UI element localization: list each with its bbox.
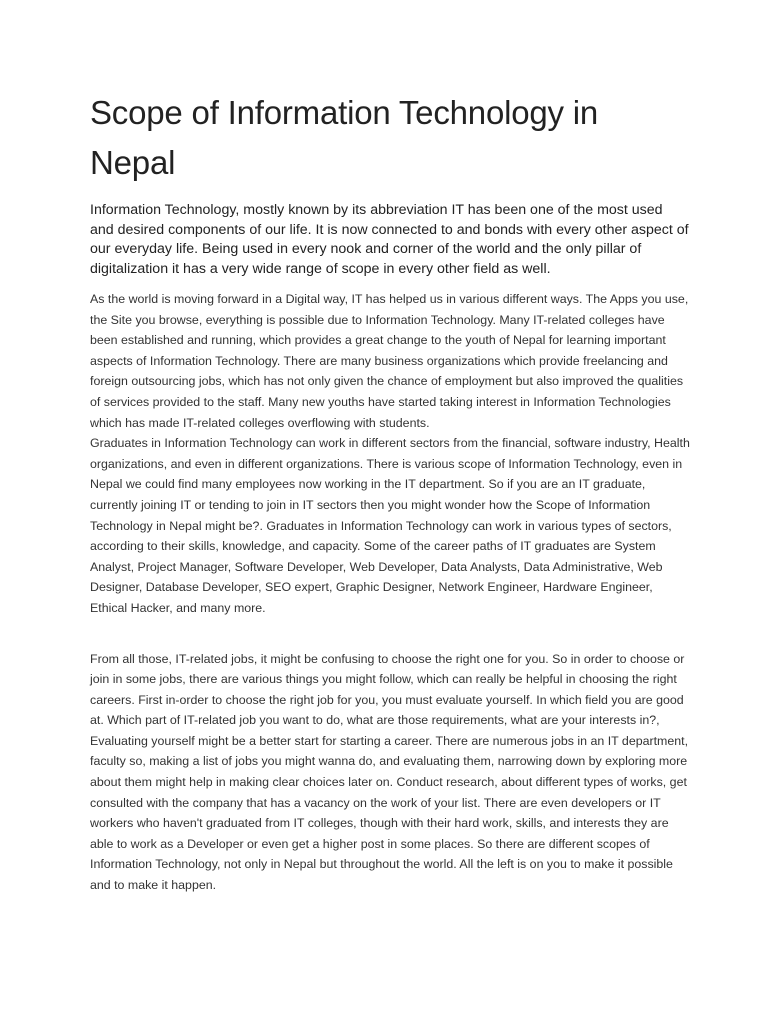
document-page [90,0,690,896]
body-paragraph-3: From all those, IT-related jobs, it might be confusing to choose the right one for you. So in order to choose or join in some jobs, there are various things you might follow, which can really be helpful in choosing the right careers. First in-order to choose the right job for you, you must evaluate yourself. In which field you are good at. Which part of IT-related job you want to do, what are those requirements, what are your interests in?, Evaluating yourself might be a better start for starting a career. There are numerous jobs in an IT department, faculty so, making a list of jobs you might wanna do, and evaluating them, narrowing down by exploring more about them might help in making clear choices later on. Conduct research, about different types of works, get consulted with the company that has a vacancy on the work of your list. There are even developers or IT workers who haven't graduated from IT colleges, though with their hard work, skills, and interests they are able to work as a Developer or even get a higher post in some places. So there are different scopes of Information Technology, not only in Nepal but throughout the world. All the left is on you to make it possible and to make it happen. [90,651,689,893]
body-paragraph-1: As the world is moving forward in a Digital way, IT has helped us in various different ways. The Apps you use, the Site you browse, everything is possible due to Information Technology. Many IT-related colleges have been established and running, which provides a great change to the youth of Nepal for learning important aspects of Information Technology. There are many business organizations which provide freelancing and foreign outsourcing jobs, which has not only given the chance of employment but also improved the qualities of services provided to the staff. Many new youths have started taking interest in Information Technologies which has made IT-related colleges overflowing with students. [90,292,689,430]
body-paragraph-2: Graduates in Information Technology can work in different sectors from the financial, software industry, Health organizations, and even in different organizations. There is various scope of Information Technology, even in Nepal we could find many employees now working in the IT department. So if you are an IT graduate, currently joining IT or tending to join in IT sectors then you might wonder how the Scope of Information Technology in Nepal might be?. Graduates in Information Technology can work in various types of sectors, according to their skills, knowledge, and capacity. Some of the career paths of IT graduates are System Analyst, Project Manager, Software Developer, Web Developer, Data Analysts, Data Administrative, Web Designer, Database Developer, SEO expert, Graphic Designer, Network Engineer, Hardware Engineer, Ethical Hacker, and many more. [90,436,690,615]
intro-paragraph: Information Technology, mostly known by its abbreviation IT has been one of the most used and desired components of our life. It is now connected to and bonds with every other aspect of our everyday life. Being used in every nook and corner of the world and the only pillar of digitalization it has a very wide range of scope in every other field as well. [90,202,689,277]
page-title: Scope of Information Technology in Nepal [90,94,599,181]
